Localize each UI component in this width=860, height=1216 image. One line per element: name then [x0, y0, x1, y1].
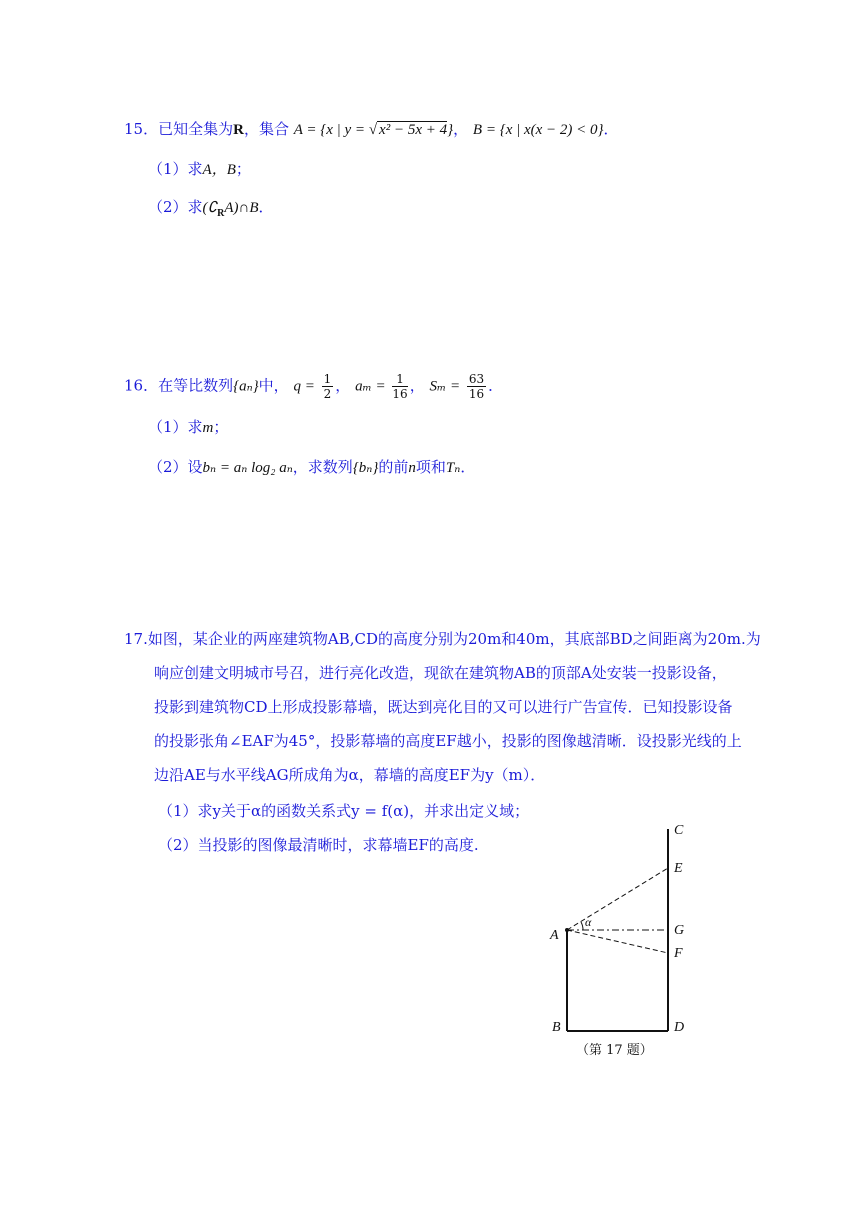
point-a [565, 928, 569, 932]
q15-part1-end: ； [235, 160, 251, 178]
complement-subscript: R [217, 208, 225, 219]
q15-part2-label: （2）求 [148, 198, 203, 216]
q16-part1-math: m [202, 420, 214, 436]
label-b: B [552, 1020, 561, 1035]
am-den: 16 [392, 387, 408, 401]
label-f: F [674, 946, 683, 961]
q16-part1-end: ； [213, 418, 229, 436]
q17-line-3: 投影到建筑物CD上形成投影幕墙，既达到亮化目的又可以进行广告宣传．已知投影设备 [154, 698, 733, 716]
q16-part2-label: （2）设 [148, 458, 203, 476]
q17-line-2: 响应创建文明城市号召，进行亮化改造，现欲在建筑物AB的顶部A处安装一投影设备， [154, 664, 727, 682]
sequence-b: {bₙ} [352, 460, 379, 476]
q15-sep: ， [453, 120, 469, 138]
ratio-den: 2 [323, 387, 332, 401]
q16-part2-mid3: 项和 [415, 458, 446, 476]
set-a-lhs: A = {x | y = [293, 122, 369, 138]
q16-part1-label: （1）求 [148, 418, 203, 436]
q17-line-5: 边沿AE与水平线AG所成角为α，幕墙的高度EF为y（m）． [154, 766, 546, 784]
q15-part2-end: ． [258, 198, 274, 216]
ratio-num: 1 [323, 372, 332, 386]
set-a-radicand: x² − 5x + 4 [379, 122, 448, 138]
am-lhs: aₘ = [355, 378, 386, 395]
sum-Tn: Tₙ [445, 460, 461, 476]
q15-part1-label: （1）求 [148, 160, 203, 178]
sm-lhs: Sₘ = [429, 378, 461, 395]
figure-caption: （第 17 题） [576, 1043, 653, 1058]
q16-part2-end: ． [460, 458, 476, 476]
bn-definition: bₙ = aₙ log₂ aₙ [202, 460, 293, 476]
q15-stem-prefix: 15．已知全集为 [124, 120, 234, 138]
q16-part2-mid2: 的前 [378, 458, 409, 476]
q17-line-4: 的投影张角∠EAF为45°，投影幕墙的高度EF越小，投影的图像越清晰．设投影光线的上 [154, 732, 742, 750]
sm-num: 63 [468, 372, 485, 386]
q16-sep-2: ， [409, 376, 425, 395]
angle-alpha-arc [581, 922, 583, 930]
set-a-rhs: } [447, 122, 454, 138]
q15-end: ． [603, 120, 619, 138]
label-alpha: α [585, 915, 592, 929]
q16-sep-1: ， [335, 376, 351, 395]
q16-stem-mid: 中， [258, 376, 289, 395]
q17-part2: （2）当投影的图像最清晰时，求幕墙EF的高度. [158, 836, 479, 854]
complement-symbol: (∁ [202, 200, 218, 216]
label-c: C [674, 823, 684, 838]
set-b-expression: B = {x | x(x − 2) < 0} [472, 122, 604, 138]
ray-af [567, 930, 668, 953]
universal-set: R [233, 122, 244, 138]
q16-n: n [408, 460, 416, 476]
q15-stem-mid: ，集合 [243, 120, 289, 138]
label-a: A [550, 928, 559, 943]
q16-part2-mid: ，求数列 [292, 458, 353, 476]
label-e: E [674, 861, 683, 876]
ray-ae [567, 868, 668, 930]
ratio-lhs: q = [293, 378, 315, 395]
am-num: 1 [392, 372, 407, 387]
label-d: D [674, 1020, 685, 1035]
q15-part2-math-rest: A)∩B [224, 200, 259, 216]
q15-part1-math: A，B [202, 162, 236, 178]
q17-line-1: 17.如图，某企业的两座建筑物AB,CD的高度分别为20m和40m，其底部BD之间距离为20m.为 [124, 630, 761, 648]
sm-den: 16 [468, 387, 485, 401]
q16-stem-prefix: 16．在等比数列 [124, 376, 234, 395]
q16-end: ． [488, 376, 504, 395]
label-g: G [674, 923, 685, 938]
q17-part1: （1）求y关于α的函数关系式y = f(α)，并求出定义域； [158, 802, 530, 820]
sequence-a: {aₙ} [233, 378, 259, 395]
set-a-expression: A = {x | y = √ x² − 5x + 4} [293, 122, 454, 138]
